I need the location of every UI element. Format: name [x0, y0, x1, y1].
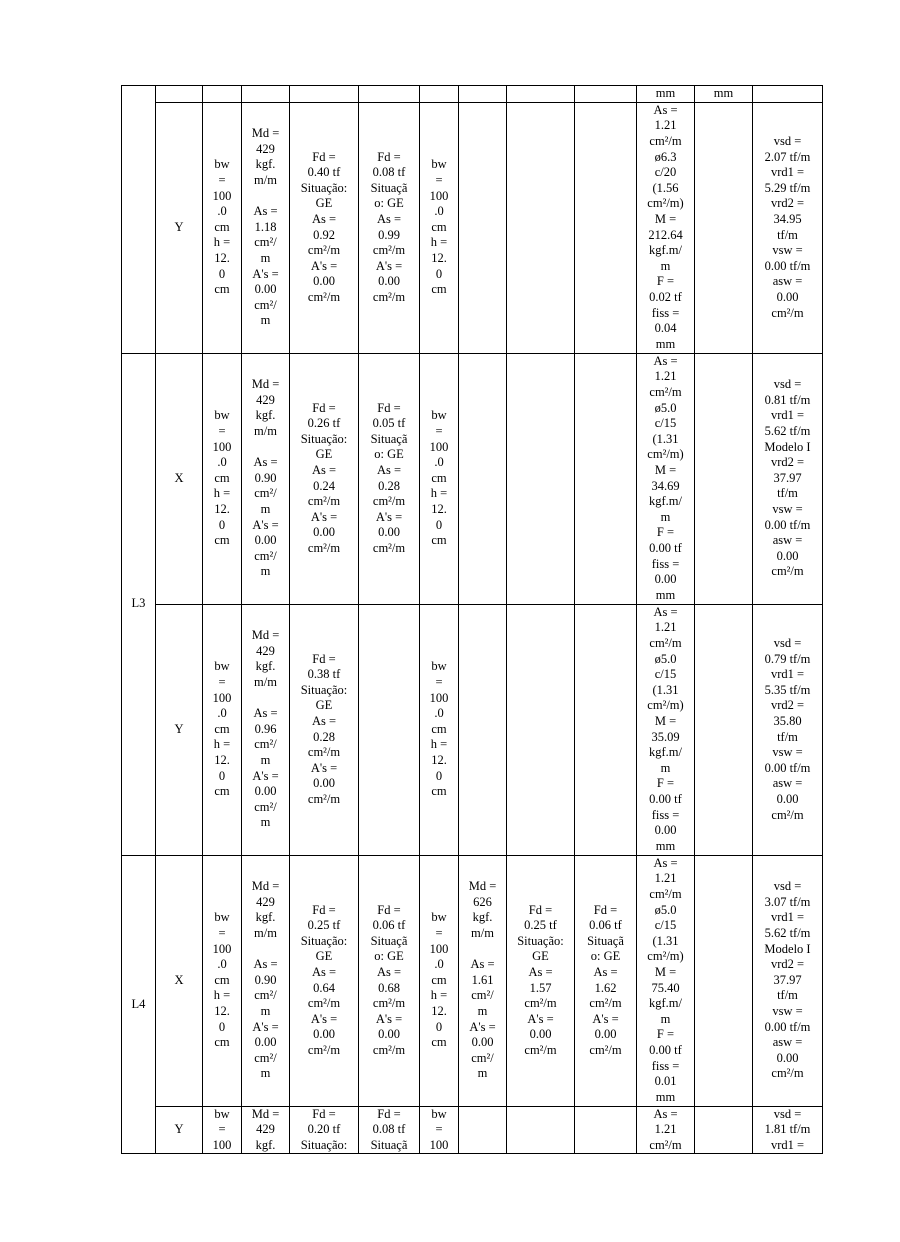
table-cell: Md = 429 kgf. m/m As = 0.90 cm²/ m A's = 0.00 cm²/ m [242, 855, 290, 1106]
direction-cell: Y [156, 604, 203, 855]
table-row [122, 604, 823, 855]
table-cell: Md = 429 kgf. m/m As = 0.90 cm²/ m A's = 0.00 cm²/ m [242, 353, 290, 604]
table-cell [459, 1106, 507, 1154]
table-cell: As = 1.21 cm²/m ø5.0 c/15 (1.31 cm²/m) M = 35.09 kgf.m/ m F = 0.00 tf fiss = 0.00 mm [637, 604, 695, 855]
table-cell [695, 1106, 753, 1154]
table-cell [575, 102, 637, 353]
table-cell [507, 86, 575, 103]
table-cell [575, 1106, 637, 1154]
table-cell: bw = 100 .0 cm h = 12. 0 cm [420, 102, 459, 353]
table-cell [203, 86, 242, 103]
table-cell: vsd = 2.07 tf/m vrd1 = 5.29 tf/m vrd2 = 34.95 tf/m vsw = 0.00 tf/m asw = 0.00 cm²/m [753, 102, 823, 353]
table-cell: As = 1.21 cm²/m ø5.0 c/15 (1.31 cm²/m) M = 75.40 kgf.m/ m F = 0.00 tf fiss = 0.01 mm [637, 855, 695, 1106]
table-cell: vsd = 0.79 tf/m vrd1 = 5.35 tf/m vrd2 = 35.80 tf/m vsw = 0.00 tf/m asw = 0.00 cm²/m [753, 604, 823, 855]
slab-cell: L4 [122, 855, 156, 1154]
table-cell: vsd = 0.81 tf/m vrd1 = 5.62 tf/m Modelo I vrd2 = 37.97 tf/m vsw = 0.00 tf/m asw = 0.00 cm²/m [753, 353, 823, 604]
table-cell: bw = 100 .0 cm h = 12. 0 cm [203, 855, 242, 1106]
table-cell [156, 86, 203, 103]
table-cell: Fd = 0.38 tf Situação: GE As = 0.28 cm²/m A's = 0.00 cm²/m [290, 604, 359, 855]
direction-cell: Y [156, 102, 203, 353]
table-row [122, 855, 823, 1106]
table-cell: Fd = 0.20 tf Situação: [290, 1106, 359, 1154]
table-cell: Fd = 0.25 tf Situação: GE As = 1.57 cm²/m A's = 0.00 cm²/m [507, 855, 575, 1106]
table-cell [507, 102, 575, 353]
table-cell [575, 86, 637, 103]
table-cell [695, 604, 753, 855]
table-cell: Fd = 0.25 tf Situação: GE As = 0.64 cm²/m A's = 0.00 cm²/m [290, 855, 359, 1106]
table-cell: bw = 100 .0 cm h = 12. 0 cm [203, 604, 242, 855]
table-cell [290, 86, 359, 103]
direction-cell: X [156, 353, 203, 604]
table-cell [459, 86, 507, 103]
table-cell: Fd = 0.26 tf Situação: GE As = 0.24 cm²/m A's = 0.00 cm²/m [290, 353, 359, 604]
table-cell: mm [637, 86, 695, 103]
table-cell: Md = 429 kgf. [242, 1106, 290, 1154]
table-cell: bw = 100 .0 cm h = 12. 0 cm [420, 604, 459, 855]
table-cell: bw = 100 [203, 1106, 242, 1154]
table-cell [507, 604, 575, 855]
table-cell: Md = 429 kgf. m/m As = 1.18 cm²/ m A's = 0.00 cm²/ m [242, 102, 290, 353]
table-cell: As = 1.21 cm²/m [637, 1106, 695, 1154]
table-cell [695, 353, 753, 604]
table-cell [459, 353, 507, 604]
slab-cell: L3 [122, 353, 156, 855]
table-cell: bw = 100 .0 cm h = 12. 0 cm [203, 102, 242, 353]
table-cell [507, 353, 575, 604]
direction-cell: Y [156, 1106, 203, 1154]
table-cell: As = 1.21 cm²/m ø5.0 c/15 (1.31 cm²/m) M = 34.69 kgf.m/ m F = 0.00 tf fiss = 0.00 mm [637, 353, 695, 604]
table-cell: Fd = 0.05 tf Situaçã o: GE As = 0.28 cm²/m A's = 0.00 cm²/m [359, 353, 420, 604]
table-cell [507, 1106, 575, 1154]
table-cell [575, 604, 637, 855]
table-cell: Fd = 0.40 tf Situação: GE As = 0.92 cm²/m A's = 0.00 cm²/m [290, 102, 359, 353]
slab-cell [122, 86, 156, 354]
table-cell: Fd = 0.06 tf Situaçã o: GE As = 0.68 cm²/m A's = 0.00 cm²/m [359, 855, 420, 1106]
table-cell [242, 86, 290, 103]
table-cell: bw = 100 [420, 1106, 459, 1154]
table-cell: bw = 100 .0 cm h = 12. 0 cm [420, 855, 459, 1106]
table-cell [753, 86, 823, 103]
table-cell: Md = 429 kgf. m/m As = 0.96 cm²/ m A's = 0.00 cm²/ m [242, 604, 290, 855]
table-cell [459, 102, 507, 353]
table-cell: bw = 100 .0 cm h = 12. 0 cm [203, 353, 242, 604]
table-row [122, 1106, 823, 1154]
table-cell: Fd = 0.06 tf Situaçã o: GE As = 1.62 cm²/m A's = 0.00 cm²/m [575, 855, 637, 1106]
table-cell: vsd = 1.81 tf/m vrd1 = [753, 1106, 823, 1154]
table-cell: Fd = 0.08 tf Situaçã [359, 1106, 420, 1154]
table-cell [695, 102, 753, 353]
table-cell: Md = 626 kgf. m/m As = 1.61 cm²/ m A's = 0.00 cm²/ m [459, 855, 507, 1106]
table-cell: bw = 100 .0 cm h = 12. 0 cm [420, 353, 459, 604]
table-cell [420, 86, 459, 103]
table-cell: mm [695, 86, 753, 103]
table-cell [459, 604, 507, 855]
table-row [122, 353, 823, 604]
table-cell [359, 86, 420, 103]
table-row [122, 86, 823, 103]
table-cell: Fd = 0.08 tf Situaçã o: GE As = 0.99 cm²/m A's = 0.00 cm²/m [359, 102, 420, 353]
slab-design-table [121, 85, 823, 1154]
table-cell [695, 855, 753, 1106]
table-cell: vsd = 3.07 tf/m vrd1 = 5.62 tf/m Modelo I vrd2 = 37.97 tf/m vsw = 0.00 tf/m asw = 0.00 cm²/m [753, 855, 823, 1106]
table-cell [359, 604, 420, 855]
table-cell: As = 1.21 cm²/m ø6.3 c/20 (1.56 cm²/m) M = 212.64 kgf.m/ m F = 0.02 tf fiss = 0.04 mm [637, 102, 695, 353]
table-row [122, 102, 823, 353]
table-cell [575, 353, 637, 604]
direction-cell: X [156, 855, 203, 1106]
